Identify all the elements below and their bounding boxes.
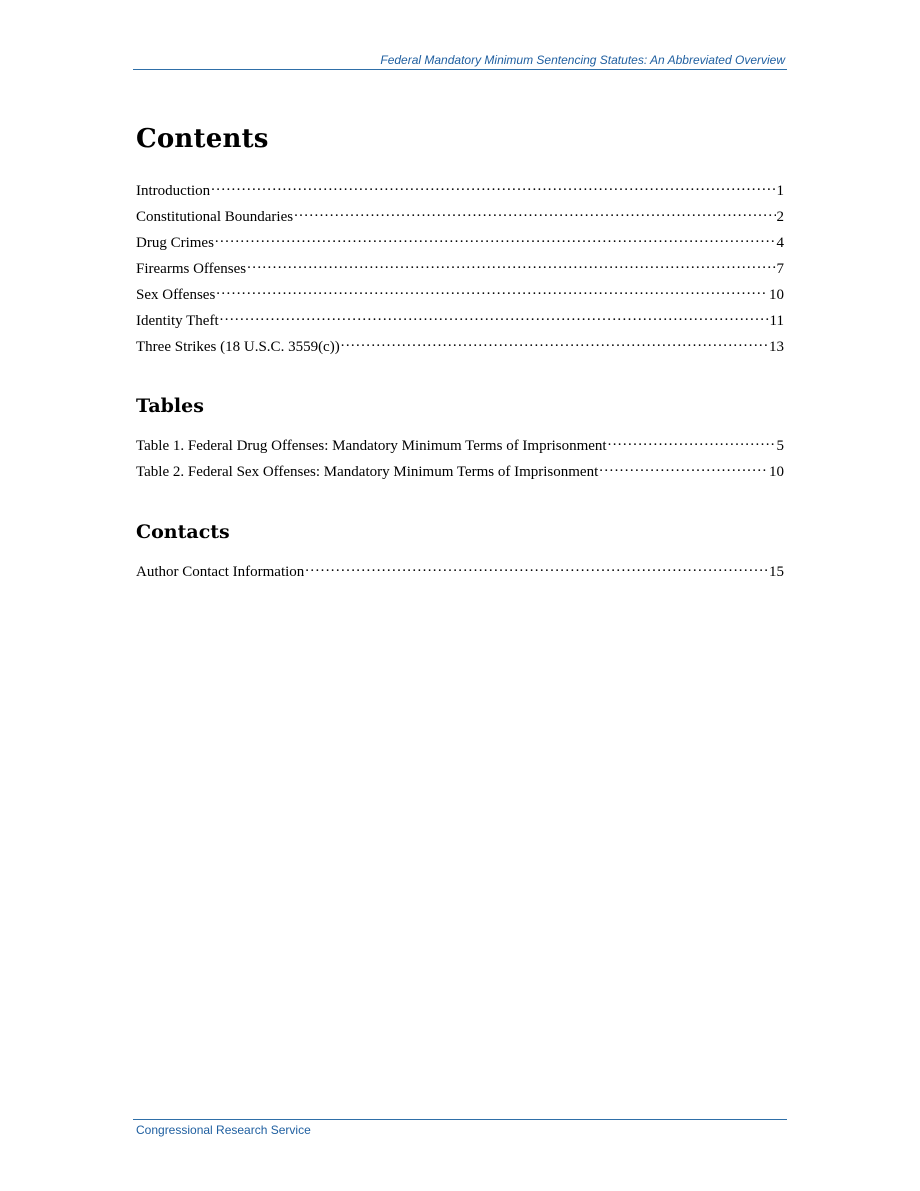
toc-entry-page: 11 <box>769 313 784 329</box>
toc-entry-page: 7 <box>776 261 784 277</box>
toc-entry-identity-theft[interactable] <box>136 307 784 333</box>
toc-leader-dots <box>215 229 776 247</box>
toc-leader-dots <box>294 203 775 221</box>
toc-entry-label: Firearms Offenses <box>136 261 247 277</box>
contents-section <box>136 124 784 154</box>
toc-entry-label: Table 2. Federal Sex Offenses: Mandatory Minimum Terms of Imprisonment <box>136 464 599 480</box>
toc-entry-page: 15 <box>769 564 784 580</box>
toc-entry-page: 10 <box>769 287 784 303</box>
toc-entry-label: Constitutional Boundaries <box>136 209 294 225</box>
toc-leader-dots <box>220 307 769 325</box>
toc-leader-dots <box>247 255 775 273</box>
running-footer <box>133 1119 787 1137</box>
tables-list <box>136 432 784 484</box>
toc-entry-label: Sex Offenses <box>136 287 216 303</box>
toc-entry-constitutional-boundaries[interactable] <box>136 203 784 229</box>
toc-entry-page: 5 <box>776 438 784 454</box>
contents-list <box>136 177 784 359</box>
contacts-section <box>136 520 784 544</box>
toc-entry-label: Author Contact Information <box>136 564 305 580</box>
contents-heading: Contents <box>136 124 269 154</box>
toc-entry-firearms-offenses[interactable] <box>136 255 784 281</box>
toc-entry-label: Introduction <box>136 183 211 199</box>
toc-entry-sex-offenses[interactable] <box>136 281 784 307</box>
toc-entry-page: 2 <box>776 209 784 225</box>
tables-heading: Tables <box>136 395 204 417</box>
toc-entry-three-strikes[interactable] <box>136 333 784 359</box>
contacts-heading: Contacts <box>136 521 230 543</box>
footer-source: Congressional Research Service <box>136 1123 311 1137</box>
tables-section <box>136 394 784 418</box>
toc-leader-dots <box>341 333 768 351</box>
toc-entry-label: Three Strikes (18 U.S.C. 3559(c)) <box>136 339 340 355</box>
toc-entry-author-contact[interactable] <box>136 558 784 584</box>
running-header-title: Federal Mandatory Minimum Sentencing Statutes: An Abbreviated Overview <box>380 53 785 67</box>
toc-entry-table-1[interactable] <box>136 432 784 458</box>
toc-entry-table-2[interactable] <box>136 458 784 484</box>
toc-entry-page: 13 <box>769 339 784 355</box>
toc-leader-dots <box>305 558 768 576</box>
toc-leader-dots <box>216 281 768 299</box>
toc-entry-label: Drug Crimes <box>136 235 214 251</box>
toc-leader-dots <box>608 432 776 450</box>
toc-entry-label: Identity Theft <box>136 313 219 329</box>
toc-entry-page: 1 <box>776 183 784 199</box>
toc-leader-dots <box>211 177 775 195</box>
toc-entry-page: 10 <box>769 464 784 480</box>
toc-entry-drug-crimes[interactable] <box>136 229 784 255</box>
toc-entry-label: Table 1. Federal Drug Offenses: Mandatory Minimum Terms of Imprisonment <box>136 438 607 454</box>
running-header <box>133 53 787 70</box>
contacts-list <box>136 558 784 584</box>
toc-entry-page: 4 <box>776 235 784 251</box>
toc-leader-dots <box>599 458 768 476</box>
toc-entry-introduction[interactable] <box>136 177 784 203</box>
